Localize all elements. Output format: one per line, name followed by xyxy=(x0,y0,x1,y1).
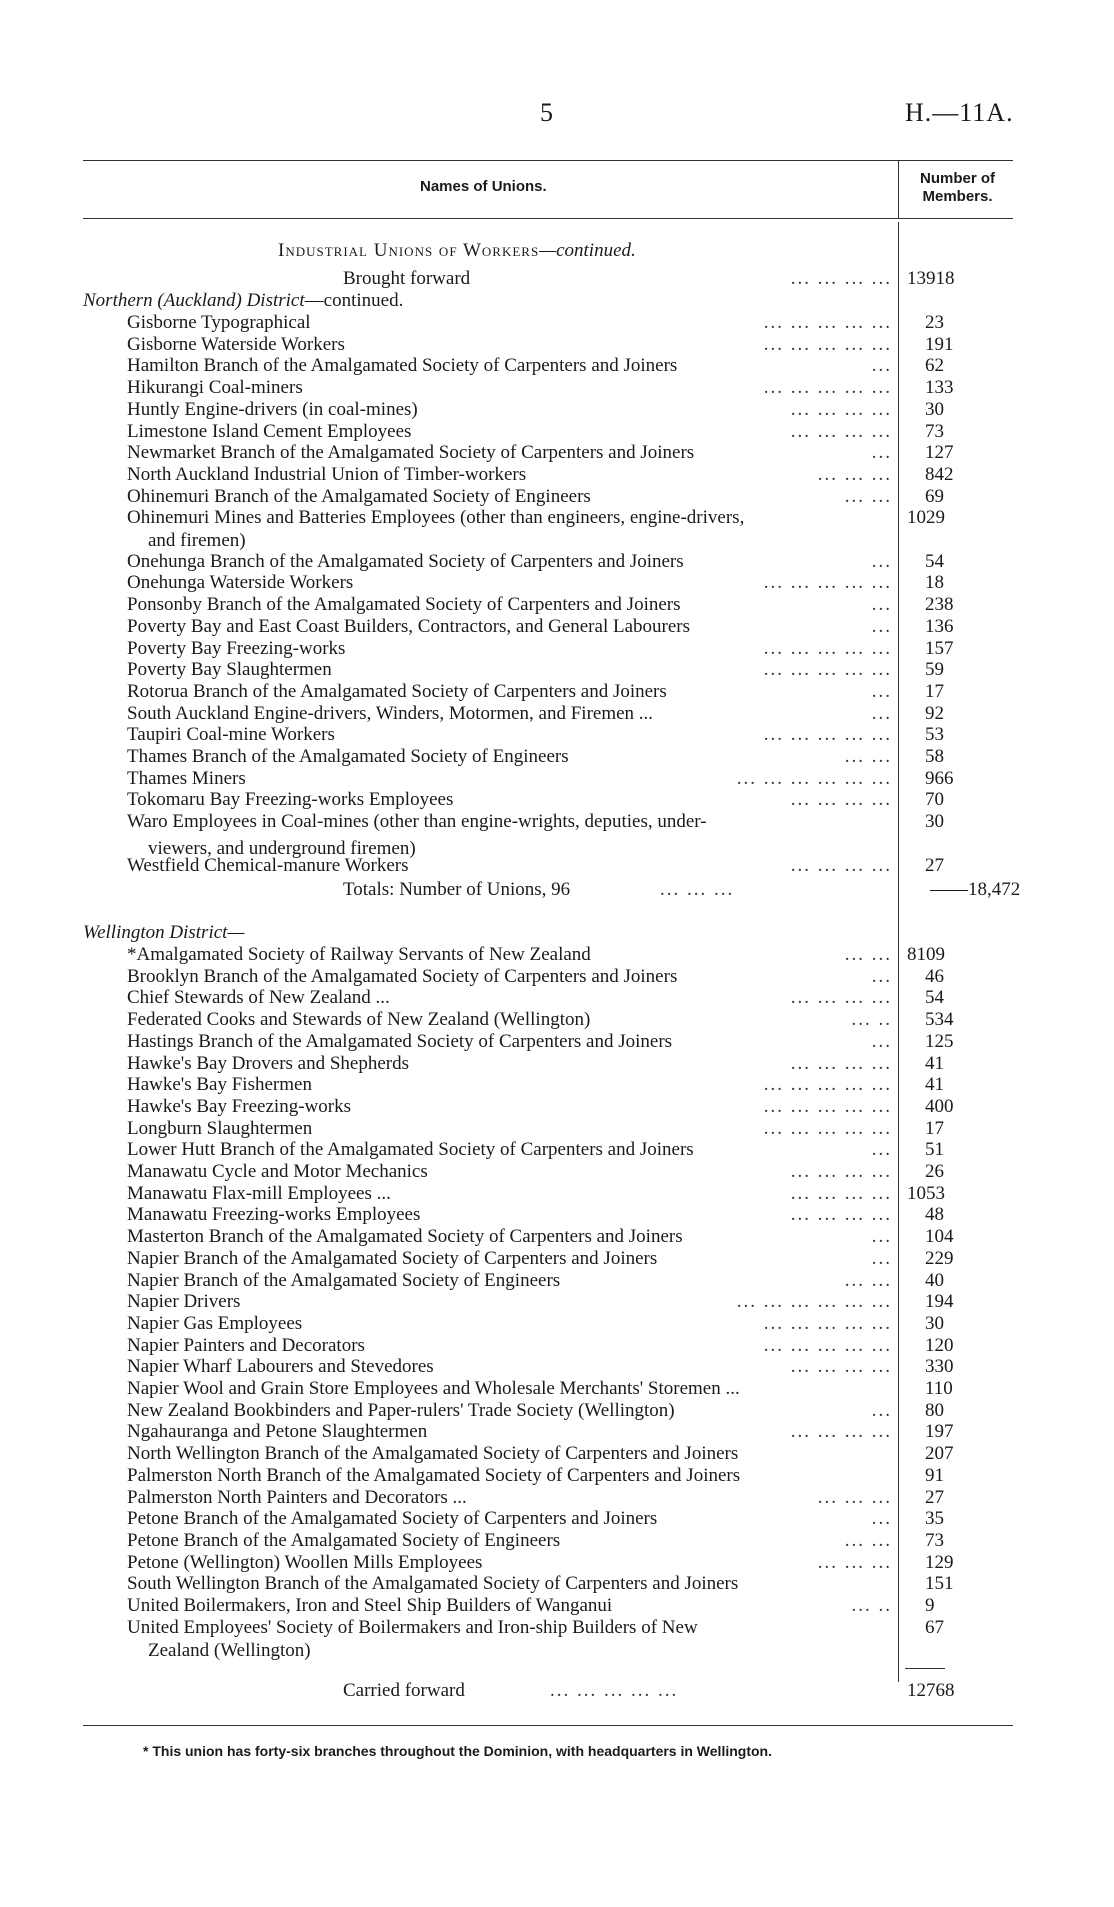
leader-dots: ... ... ... ... ... xyxy=(763,1312,892,1334)
page-number: 5 xyxy=(540,98,553,127)
union-name: Poverty Bay Freezing-works xyxy=(127,637,346,659)
ohinemuri-continuation: and firemen) xyxy=(148,530,246,551)
union-row xyxy=(0,1248,1114,1270)
union-name: South Wellington Branch of the Amalgamated Society of Carpenters and Joiners xyxy=(127,1573,739,1595)
union-name: Napier Drivers xyxy=(127,1291,241,1313)
leader-dots: ... ... ... ... ... xyxy=(763,724,892,746)
brought-forward-row xyxy=(0,268,1114,290)
union-name: Hawke's Bay Freezing-works xyxy=(127,1095,351,1117)
section-title-main: Industrial Unions of Workers xyxy=(278,240,540,261)
union-row xyxy=(0,1508,1114,1530)
union-row xyxy=(0,551,1114,573)
footnote: * This union has forty-six branches throughout the Dominion, with headquarters in Wellington. xyxy=(143,1743,772,1759)
union-row xyxy=(0,1031,1114,1053)
leader-dots: ... ... ... ... xyxy=(790,789,892,811)
union-name: South Auckland Engine-drivers, Winders, Motormen, and Firemen ... xyxy=(127,702,654,724)
union-row xyxy=(0,746,1114,768)
union-row xyxy=(0,1053,1114,1075)
union-name: Westfield Chemical-manure Workers xyxy=(127,854,409,876)
union-row xyxy=(0,1400,1114,1422)
leader-dots: ... xyxy=(871,1399,892,1421)
union-name: Newmarket Branch of the Amalgamated Society of Carpenters and Joiners xyxy=(127,442,695,464)
leader-dots: ... ... xyxy=(844,1269,892,1291)
section-title xyxy=(278,240,636,262)
union-row xyxy=(0,1487,1114,1509)
union-row xyxy=(0,1118,1114,1140)
member-count: 151 xyxy=(925,1573,954,1595)
member-count: 136 xyxy=(925,615,954,637)
member-count: 27 xyxy=(925,1486,944,1508)
union-row xyxy=(0,768,1114,790)
member-count: 534 xyxy=(925,1009,954,1031)
union-name: Gisborne Waterside Workers xyxy=(127,333,345,355)
union-name: Gisborne Typographical xyxy=(127,312,311,333)
waro-continuation: viewers, and underground firemen) xyxy=(148,838,416,859)
union-row xyxy=(0,724,1114,746)
member-count: 330 xyxy=(925,1356,954,1378)
union-row xyxy=(0,1270,1114,1292)
section-title-continued: —continued. xyxy=(539,240,636,261)
column-header-members: Number of Members. xyxy=(920,170,995,205)
member-count: 125 xyxy=(925,1030,954,1052)
member-count: 91 xyxy=(925,1464,944,1486)
union-row xyxy=(0,399,1114,421)
union-name: Lower Hutt Branch of the Amalgamated Society of Carpenters and Joiners xyxy=(127,1139,694,1161)
member-count: 30 xyxy=(925,398,944,420)
leader-dots: ... ... ... ... ... xyxy=(763,659,892,681)
leader-dots: ... ... xyxy=(844,746,892,767)
member-count: 41 xyxy=(925,1052,944,1074)
union-row xyxy=(0,1573,1114,1595)
member-count: 59 xyxy=(925,659,944,681)
union-row xyxy=(0,1552,1114,1574)
union-name: Napier Wharf Labourers and Stevedores xyxy=(127,1356,434,1378)
union-name: Hamilton Branch of the Amalgamated Society of Carpenters and Joiners xyxy=(127,355,678,377)
union-row xyxy=(0,1183,1114,1205)
leader-dots: ... ... ... ... xyxy=(790,1182,892,1204)
leader-dots: ... xyxy=(871,550,892,572)
union-row xyxy=(0,681,1114,703)
member-count: 53 xyxy=(925,724,944,746)
leader-dots: ... ... ... xyxy=(660,879,735,900)
member-count: 70 xyxy=(925,789,944,811)
union-name: Manawatu Flax-mill Employees ... xyxy=(127,1182,391,1204)
leader-dots: ... ... ... ... ... xyxy=(763,1074,892,1096)
member-count: 23 xyxy=(925,312,944,333)
document-code: H.—11A. xyxy=(905,98,1014,127)
union-name: Hastings Branch of the Amalgamated Society of Carpenters and Joiners xyxy=(127,1030,673,1052)
union-row xyxy=(0,1356,1114,1378)
union-name: Masterton Branch of the Amalgamated Society of Carpenters and Joiners xyxy=(127,1226,683,1248)
member-count: 157 xyxy=(925,637,954,659)
union-row xyxy=(0,421,1114,443)
member-count: 27 xyxy=(925,854,944,876)
member-count: 8109 xyxy=(907,944,945,965)
union-row xyxy=(0,1530,1114,1552)
union-row xyxy=(0,1204,1114,1226)
union-name: Onehunga Branch of the Amalgamated Society of Carpenters and Joiners xyxy=(127,550,684,572)
header-rule xyxy=(83,218,1013,219)
totals-value: ——18,472 xyxy=(930,879,1021,900)
leader-dots: ... ... ... ... ... xyxy=(763,1095,892,1117)
union-row xyxy=(0,312,1114,334)
leader-dots: ... ... ... ... xyxy=(790,854,892,876)
union-name: Petone (Wellington) Woollen Mills Employees xyxy=(127,1551,483,1573)
member-count: 46 xyxy=(925,965,944,987)
union-row xyxy=(0,966,1114,988)
member-count: 966 xyxy=(925,767,954,789)
union-row xyxy=(0,1421,1114,1443)
member-count: 17 xyxy=(925,680,944,702)
leader-dots: ... ... xyxy=(844,485,892,507)
leader-dots: ... xyxy=(871,1139,892,1161)
union-row xyxy=(0,703,1114,725)
union-row xyxy=(0,507,1114,529)
union-name: Napier Wool and Grain Store Employees and Wholesale Merchants' Storemen ... xyxy=(127,1378,740,1399)
member-count: 26 xyxy=(925,1161,944,1182)
union-name: Federated Cooks and Stewards of New Zealand (Wellington) xyxy=(127,1009,591,1031)
union-row xyxy=(0,486,1114,508)
carried-forward-value: 12768 xyxy=(907,1680,955,1701)
member-count: 54 xyxy=(925,987,944,1009)
leader-dots: ... ... ... ... xyxy=(790,1356,892,1378)
union-name: Napier Painters and Decorators xyxy=(127,1334,365,1356)
header-column-divider xyxy=(898,160,899,218)
union-row xyxy=(0,334,1114,356)
leader-dots: ... ... ... ... xyxy=(790,1052,892,1074)
member-count: 110 xyxy=(925,1378,953,1399)
union-name: Thames Miners xyxy=(127,767,246,789)
member-count: 67 xyxy=(925,1616,944,1638)
union-name: Hawke's Bay Fishermen xyxy=(127,1074,312,1096)
member-count: 120 xyxy=(925,1334,954,1356)
leader-dots: ... ... ... xyxy=(817,1551,892,1573)
leader-dots: ... xyxy=(871,1247,892,1269)
brought-forward-value: 13918 xyxy=(907,268,955,289)
totals-label: Totals: Number of Unions, 96 xyxy=(343,879,571,900)
leader-dots: ... ... ... ... ... xyxy=(763,637,892,659)
leader-dots: ... ... ... ... ... xyxy=(763,1334,892,1356)
member-count: 54 xyxy=(925,550,944,572)
union-name: Hikurangi Coal-miners xyxy=(127,377,303,399)
union-row xyxy=(0,355,1114,377)
member-count: 1053 xyxy=(907,1182,945,1204)
sum-rule xyxy=(905,1668,945,1669)
wellington-district-heading: Wellington District— xyxy=(83,922,245,943)
union-name: Chief Stewards of New Zealand ... xyxy=(127,987,390,1009)
union-name: Hawke's Bay Drovers and Shepherds xyxy=(127,1052,410,1074)
member-count: 40 xyxy=(925,1269,944,1291)
brought-forward-label: Brought forward xyxy=(343,268,471,289)
union-name: Ohinemuri Branch of the Amalgamated Society of Engineers xyxy=(127,485,591,507)
union-name: New Zealand Bookbinders and Paper-rulers' Trade Society (Wellington) xyxy=(127,1399,675,1421)
union-name: Ponsonby Branch of the Amalgamated Society of Carpenters and Joiners xyxy=(127,594,681,616)
leader-dots: ... ... ... ... ... ... xyxy=(736,767,892,789)
column-header-names: Names of Unions. xyxy=(420,178,547,195)
union-row xyxy=(0,987,1114,1009)
union-name: Thames Branch of the Amalgamated Society of Engineers xyxy=(127,746,569,767)
union-row xyxy=(0,1617,1114,1639)
union-row xyxy=(0,1291,1114,1313)
union-row xyxy=(0,1443,1114,1465)
top-rule xyxy=(83,160,1013,161)
union-name: Manawatu Freezing-works Employees xyxy=(127,1204,421,1226)
member-count: 41 xyxy=(925,1074,944,1096)
union-name: United Employees' Society of Boilermakers and Iron-ship Builders of New xyxy=(127,1616,698,1638)
leader-dots: ... xyxy=(871,702,892,724)
union-row xyxy=(0,1465,1114,1487)
leader-dots: ... ... ... ... ... xyxy=(763,377,892,399)
member-count: 129 xyxy=(925,1551,954,1573)
leader-dots: ... xyxy=(871,355,892,377)
member-count: 133 xyxy=(925,377,954,399)
leader-dots: ... ... xyxy=(844,944,892,965)
union-row xyxy=(0,1226,1114,1248)
leader-dots: ... xyxy=(871,1226,892,1248)
northern-district-heading: Northern (Auckland) District—continued. xyxy=(83,290,404,311)
member-count: 30 xyxy=(925,1312,944,1334)
union-name: *Amalgamated Society of Railway Servants of New Zealand xyxy=(127,944,591,965)
leader-dots: ... ... ... ... xyxy=(790,1204,892,1226)
leader-dots: ... ... ... ... ... xyxy=(763,1117,892,1139)
union-name: Ohinemuri Mines and Batteries Employees (other than engineers, engine-drivers, xyxy=(127,507,745,529)
member-count: 48 xyxy=(925,1204,944,1226)
union-row xyxy=(0,1161,1114,1183)
union-name: Waro Employees in Coal-mines (other than engine-wrights, deputies, under- xyxy=(127,811,707,833)
union-row xyxy=(0,572,1114,594)
leader-dots: ... ... ... ... xyxy=(790,1161,892,1182)
leader-dots: ... ... ... ... ... xyxy=(763,572,892,594)
leader-dots: ... ... ... ... xyxy=(790,987,892,1009)
member-count: 62 xyxy=(925,355,944,377)
leader-dots: ... .. xyxy=(851,1595,892,1616)
union-row xyxy=(0,1378,1114,1400)
union-row xyxy=(0,1009,1114,1031)
member-count: 58 xyxy=(925,746,944,767)
member-count: 18 xyxy=(925,572,944,594)
leader-dots: ... xyxy=(871,594,892,616)
union-row xyxy=(0,811,1114,833)
leader-dots: ... ... ... ... ... xyxy=(763,333,892,355)
union-row xyxy=(0,944,1114,966)
member-count: 17 xyxy=(925,1117,944,1139)
union-row xyxy=(0,464,1114,486)
leader-dots: ... ... ... ... ... xyxy=(550,1680,679,1701)
union-row xyxy=(0,594,1114,616)
union-name: Huntly Engine-drivers (in coal-mines) xyxy=(127,398,418,420)
leader-dots: ... ... ... xyxy=(817,1486,892,1508)
leader-dots: ... ... xyxy=(844,1529,892,1551)
member-count: 238 xyxy=(925,594,954,616)
member-count: 197 xyxy=(925,1421,954,1443)
leader-dots: ... ... ... ... xyxy=(790,420,892,442)
member-count: 92 xyxy=(925,702,944,724)
union-name: Onehunga Waterside Workers xyxy=(127,572,354,594)
union-name: Longburn Slaughtermen xyxy=(127,1117,313,1139)
union-name: Taupiri Coal-mine Workers xyxy=(127,724,335,746)
union-name: United Boilermakers, Iron and Steel Ship Builders of Wanganui xyxy=(127,1595,613,1616)
carried-forward-label: Carried forward xyxy=(343,1680,465,1701)
union-name: Ngahauranga and Petone Slaughtermen xyxy=(127,1421,428,1443)
union-name: Limestone Island Cement Employees xyxy=(127,420,412,442)
member-count: 104 xyxy=(925,1226,954,1248)
leader-dots: ... xyxy=(871,965,892,987)
member-count: 51 xyxy=(925,1139,944,1161)
leader-dots: ... ... ... ... ... ... xyxy=(736,1291,892,1313)
member-count: 73 xyxy=(925,420,944,442)
union-name: North Auckland Industrial Union of Timber-workers xyxy=(127,463,527,485)
member-count: 842 xyxy=(925,463,954,485)
union-name: Napier Branch of the Amalgamated Society of Carpenters and Joiners xyxy=(127,1247,658,1269)
leader-dots: ... ... ... ... ... xyxy=(763,312,892,333)
union-row xyxy=(0,1139,1114,1161)
union-name: Poverty Bay and East Coast Builders, Contractors, and General Labourers xyxy=(127,615,690,637)
union-row xyxy=(0,1074,1114,1096)
leader-dots: ... .. xyxy=(851,1009,892,1031)
bottom-rule xyxy=(83,1725,1013,1726)
union-name: Rotorua Branch of the Amalgamated Society of Carpenters and Joiners xyxy=(127,680,667,702)
leader-dots: ... ... ... ... xyxy=(790,268,892,289)
union-name: Petone Branch of the Amalgamated Society of Carpenters and Joiners xyxy=(127,1508,658,1530)
member-count: 69 xyxy=(925,485,944,507)
member-count: 194 xyxy=(925,1291,954,1313)
member-count: 127 xyxy=(925,442,954,464)
union-name: Poverty Bay Slaughtermen xyxy=(127,659,332,681)
union-row xyxy=(0,1335,1114,1357)
union-name: Brooklyn Branch of the Amalgamated Society of Carpenters and Joiners xyxy=(127,965,678,987)
member-count: 9 xyxy=(925,1595,935,1616)
union-row xyxy=(0,442,1114,464)
union-row xyxy=(0,1313,1114,1335)
union-row xyxy=(0,377,1114,399)
leader-dots: ... xyxy=(871,442,892,464)
union-name: Napier Branch of the Amalgamated Society of Engineers xyxy=(127,1269,561,1291)
union-row xyxy=(0,659,1114,681)
union-name: Palmerston North Branch of the Amalgamated Society of Carpenters and Joiners xyxy=(127,1464,741,1486)
union-row xyxy=(0,616,1114,638)
member-count: 191 xyxy=(925,333,954,355)
member-count: 229 xyxy=(925,1247,954,1269)
member-count: 35 xyxy=(925,1508,944,1530)
union-row xyxy=(0,789,1114,811)
leader-dots: ... xyxy=(871,1030,892,1052)
member-count: 1029 xyxy=(907,507,945,529)
union-name: Petone Branch of the Amalgamated Society of Engineers xyxy=(127,1529,561,1551)
united-employees-continuation: Zealand (Wellington) xyxy=(148,1640,311,1661)
union-name: Tokomaru Bay Freezing-works Employees xyxy=(127,789,454,811)
member-count: 73 xyxy=(925,1529,944,1551)
member-count: 207 xyxy=(925,1443,954,1465)
member-count: 30 xyxy=(925,811,944,833)
union-name: Palmerston North Painters and Decorators ... xyxy=(127,1486,467,1508)
leader-dots: ... xyxy=(871,1508,892,1530)
union-name: North Wellington Branch of the Amalgamated Society of Carpenters and Joiners xyxy=(127,1443,739,1465)
union-name: Manawatu Cycle and Motor Mechanics xyxy=(127,1161,428,1182)
leader-dots: ... xyxy=(871,680,892,702)
leader-dots: ... xyxy=(871,615,892,637)
leader-dots: ... ... ... ... xyxy=(790,398,892,420)
union-row xyxy=(0,1096,1114,1118)
leader-dots: ... ... ... xyxy=(817,463,892,485)
union-row xyxy=(0,638,1114,660)
member-count: 80 xyxy=(925,1399,944,1421)
union-name: Napier Gas Employees xyxy=(127,1312,303,1334)
member-count: 400 xyxy=(925,1095,954,1117)
leader-dots: ... ... ... ... xyxy=(790,1421,892,1443)
union-row xyxy=(0,1595,1114,1617)
